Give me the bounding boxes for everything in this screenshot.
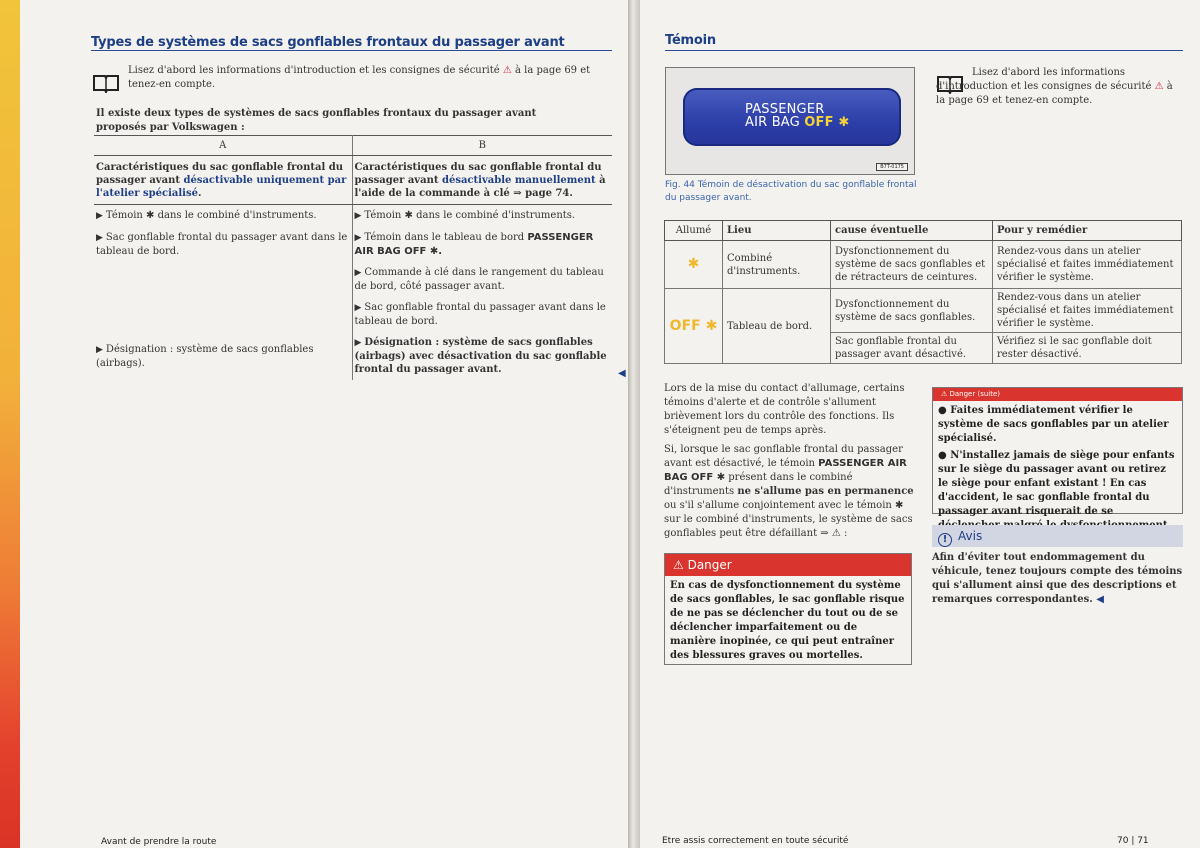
para2-code: PASSENGER AIR BAG OFF ✱ xyxy=(664,458,907,483)
table-cell xyxy=(352,332,612,380)
danger-text: En cas de dysfonctionnement du système de sacs gonflables, le sac gonflable risque de ne pas se déclencher du tout ou de se déclencher imparfaitement ou de manière inopinée, ce qui peut entraîner des blessures graves ou mortelles. xyxy=(670,580,905,661)
section-title-right: Témoin xyxy=(665,33,716,48)
bullet-arrow-icon: ▶ xyxy=(96,344,103,355)
danger-header: ⚠ Danger xyxy=(665,554,911,576)
avis-header xyxy=(932,525,1183,547)
b-item-4: Sac gonflable frontal du passager avant dans le tableau de bord. xyxy=(354,302,606,327)
table-cell xyxy=(94,227,352,262)
char-a-highlight: désactivable uniquement par l'atelier spécialisé xyxy=(96,175,347,199)
danger-item-1-text: Faites immédiatement vérifier le système de sacs gonflables par un atelier spécialisé. xyxy=(938,405,1169,444)
char-a-text: Caractéristiques du sac gonflable frontal du passager avant xyxy=(96,162,344,186)
warning-light-table xyxy=(664,220,1182,364)
section-title-left: Types de systèmes de sacs gonflables frontaux du passager avant xyxy=(91,35,565,50)
table-cell xyxy=(94,297,352,332)
para2-emphasis: ne s'allume pas en permanence xyxy=(737,486,914,497)
danger-continued-box xyxy=(932,387,1183,517)
b-item-5: Désignation : système de sacs gonflables (airbags) avec désactivation du sac gonflable frontal du passager avant. xyxy=(354,337,607,375)
table-cell xyxy=(352,262,612,297)
airbag-off-panel xyxy=(683,88,901,146)
book-icon xyxy=(92,73,120,93)
danger-continued-item-2 xyxy=(933,449,1182,536)
intro-text-2: à la page 69 et tenez-en compte. xyxy=(936,81,1173,106)
table-cell: Rendez-vous dans un atelier spécialisé et faites immédiatement vérifier le système. xyxy=(993,289,1182,333)
airbag-line-2: AIR BAG xyxy=(745,115,800,130)
figure-caption: Fig. 44 Témoin de désactivation du sac gonflable frontal du passager avant. xyxy=(665,180,917,203)
table-cell: Dysfonctionnement du système de sacs gonflables et de rétracteurs de ceintures. xyxy=(831,241,993,289)
danger-box xyxy=(664,553,912,665)
airbag-off-warning-icon: OFF ✱ xyxy=(665,289,723,364)
intro-text-left xyxy=(128,64,612,92)
char-b-text: Caractéristiques du sac gonflable frontal du passager avant xyxy=(354,162,602,186)
table-cell xyxy=(94,262,352,297)
b-item-3: Commande à clé dans le rangement du tableau de bord, côté passager avant. xyxy=(354,267,604,292)
bullet-arrow-icon: ▶ xyxy=(96,211,103,221)
table-cell: Rendez-vous dans un atelier spécialisé et faites immédiatement vérifier le système. xyxy=(993,241,1182,289)
notice-icon: ! xyxy=(938,533,952,547)
intro-text-right xyxy=(936,66,1184,108)
table-cell: Sac gonflable frontal du passager avant désactivé. xyxy=(831,333,993,364)
bullet-arrow-icon: ▶ xyxy=(96,233,103,243)
airbag-warning-icon: ✱ xyxy=(665,241,723,289)
figure-code: B7T-0175 xyxy=(876,163,908,171)
book-gutter xyxy=(628,0,640,848)
b-item-1: Témoin ✱ dans le combiné d'instruments. xyxy=(364,210,576,221)
airbag-indicator-text xyxy=(745,103,850,129)
table-cell xyxy=(352,297,612,332)
header-cause: cause éventuelle xyxy=(831,221,993,241)
table-cell: Tableau de bord. xyxy=(723,289,831,364)
table-cell: Combiné d'instruments. xyxy=(723,241,831,289)
table-cell: Vérifiez si le sac gonflable doit rester désactivé. xyxy=(993,333,1182,364)
bullet-icon: ● xyxy=(938,450,951,461)
thumb-index-strip xyxy=(0,0,20,848)
bullet-icon: ● xyxy=(938,405,951,416)
title-rule xyxy=(91,50,612,51)
a-item-2: Sac gonflable frontal du passager avant dans le tableau de bord. xyxy=(96,232,348,257)
avis-text xyxy=(932,551,1183,607)
table-cell xyxy=(94,205,352,228)
end-of-section-icon: ◀ xyxy=(1096,594,1104,605)
header-remede: Pour y remédier xyxy=(993,221,1182,241)
comparison-table xyxy=(94,135,612,380)
intro-text-1: Lisez d'abord les informations d'introduction et les consignes de sécurité xyxy=(128,65,503,76)
bullet-arrow-icon: ▶ xyxy=(354,233,362,243)
para2-text: Si, lorsque le sac gonflable frontal du passager avant est désactivé, le témoin xyxy=(664,444,903,469)
title-rule xyxy=(665,50,1183,51)
lead-paragraph: Il existe deux types de systèmes de sacs gonflables frontaux du passager avant proposés par Volkswagen : xyxy=(96,108,537,133)
char-b-highlight: désactivable manuellement xyxy=(441,175,596,186)
a-item-3: Désignation : système de sacs gonflables (airbags). xyxy=(96,343,314,369)
warning-triangle-icon: ⚠ xyxy=(502,65,512,76)
header-lieu: Lieu xyxy=(723,221,831,241)
bullet-arrow-icon: ▶ xyxy=(354,338,362,348)
char-b-end: à l'aide de la commande à clé ⇒ page 74. xyxy=(354,175,606,199)
column-header-a: A xyxy=(94,136,352,156)
page-numbers: 70 | 71 xyxy=(1117,836,1149,846)
header-allume: Allumé xyxy=(665,221,723,241)
b-item-2-code: PASSENGER AIR BAG OFF ✱. xyxy=(354,232,594,257)
table-cell xyxy=(352,227,612,262)
figure-44 xyxy=(665,67,915,175)
footer-chapter: Avant de prendre la route xyxy=(101,837,217,847)
char-a-end: . xyxy=(197,188,202,199)
airbag-line-1: PASSENGER xyxy=(745,102,825,117)
bullet-arrow-icon: ▶ xyxy=(354,211,362,221)
a-item-1: Témoin ✱ dans le combiné d'instruments. xyxy=(105,210,317,221)
column-header-b: B xyxy=(352,136,612,156)
danger-continued-item-1 xyxy=(933,401,1182,449)
paragraph-malfunction xyxy=(664,443,914,541)
bullet-arrow-icon: ▶ xyxy=(354,268,362,278)
danger-continued-header: ⚠ Danger (suite) xyxy=(933,388,1182,401)
intro-text-2: à la page 69 et tenez-en compte. xyxy=(128,65,591,90)
paragraph-lighting: Lors de la mise du contact d'allumage, certains témoins d'alerte et de contrôle s'allument brièvement lors du contrôle des fonctions. Ils s'éteignent peu de temps après. xyxy=(664,383,905,436)
avis-body: Afin d'éviter tout endommagement du véhicule, tenez toujours compte des témoins qui s'allument ainsi que des descriptions et remarques correspondantes. xyxy=(932,552,1183,605)
warning-triangle-icon: ⚠ xyxy=(1154,81,1164,92)
end-of-section-icon: ◀ xyxy=(618,368,626,379)
table-cell xyxy=(352,205,612,228)
characteristics-b xyxy=(352,156,612,205)
bullet-arrow-icon: ▶ xyxy=(354,303,362,313)
b-item-2: Témoin dans le tableau de bord xyxy=(364,232,528,243)
table-cell: Dysfonctionnement du système de sacs gonflables. xyxy=(831,289,993,333)
table-cell xyxy=(94,332,352,380)
para2-text-mid: présent dans le combiné d'instruments xyxy=(664,472,853,497)
para2-text-end: ou s'il s'allume conjointement avec le témoin ✱ sur le combiné d'instruments, le système de sacs gonflables peut être défaillant ⇒ ⚠ : xyxy=(664,500,913,539)
avis-title: Avis xyxy=(958,529,983,543)
characteristics-a xyxy=(94,156,352,205)
danger-item-2-text: N'installez jamais de siège pour enfants sur le siège du passager avant ou retirez le siège pour enfant existant ! En cas d'accident, le sac gonflable frontal du passager avant risquerait de se xyxy=(938,450,1175,517)
intro-text-1: Lisez d'abord les informations d'introduction et les consignes de sécurité xyxy=(936,67,1155,92)
footer-chapter: Etre assis correctement en toute sécurité xyxy=(662,836,849,846)
airbag-off-icon: OFF ✱ xyxy=(804,115,850,130)
